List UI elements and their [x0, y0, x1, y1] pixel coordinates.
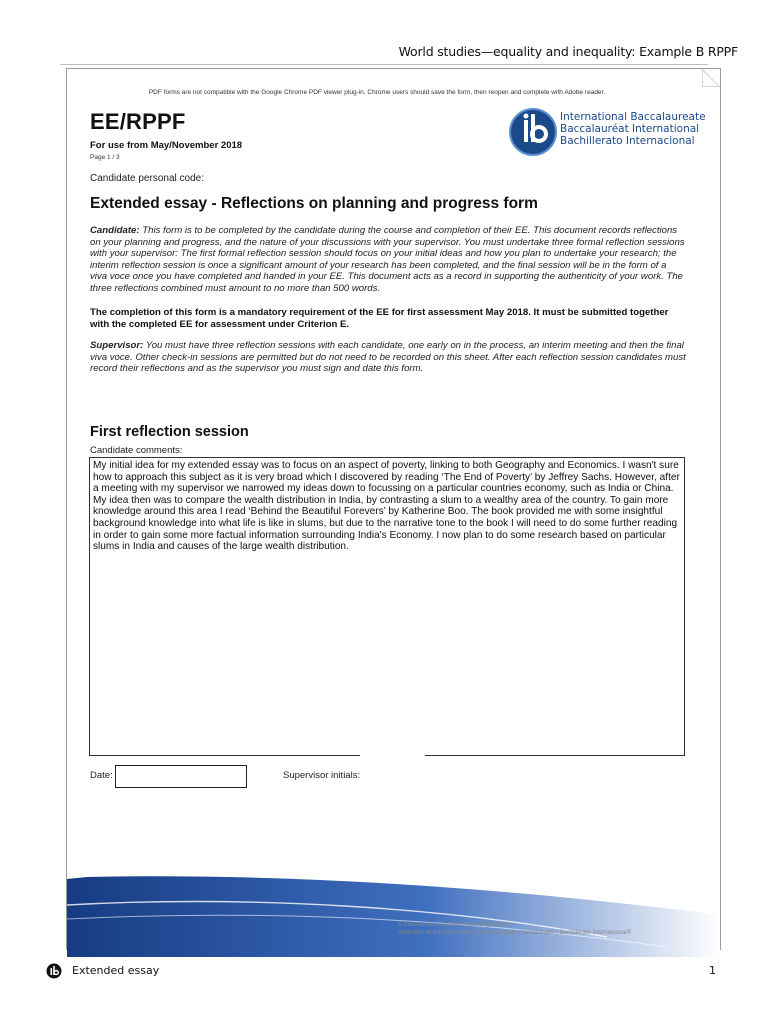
candidate-lead: Candidate:: [90, 225, 140, 236]
ib-swoosh-banner: [67, 875, 720, 957]
header-rule: [60, 64, 708, 65]
personal-code-label: Candidate personal code:: [90, 173, 204, 184]
candidate-comments-text: My initial idea for my extended essay was to focus on an aspect of poverty, linking to both Geography and Economics. I wasn't sure how to approach this subject as it is very broad which I discovered by reading ‘The End of Poverty’ by Jeffrey Sachs. However, after a meeting with my supervisor we narrowed my ideas down to focussing on a particular countries economy, such as India or China. My idea then was to compare the wealth distribution in India, by contrasting a slum to a wealthy area of the country. To gain more knowledge around this area I read ‘Behind the Beautiful Forevers’ by Katherine Boo. The book provided me with some insightful background knowledge into what life is like in slums, but due to the narrative tone to the book I will need to do some further reading in order to gain some more factual information surrounding India's Economy. I now plan to do some research based on particular slums in India and causes of the large wealth distribution.: [93, 460, 680, 553]
pdf-notice: PDF forms are not compatible with the Google Chrome PDF viewer plug-in. Chrome users should save the form, then reopen and complete with Adobe reader.: [148, 89, 606, 96]
comments-box-border: [89, 755, 360, 756]
candidate-text: This form is to be completed by the candidate during the course and completion of their EE. This document records reflections on your planning and progress, and the nature of your discussions with your supervisor. You must undertake three formal reflection sessions with your supervisor: The first formal reflection session should focus on your initial ideas and how you plan to undertake your research; the interim reflection session is once a significant amount of your research has been completed, and the final session will be in the form of a viva voce once you have completed and handed in your EE. This document acts as a record in supporting the authenticity of your work. The three reflections combined must amount to no more than 500 words.: [90, 225, 685, 294]
copyright-line: © International Baccalaureate Organization: [398, 922, 513, 928]
page-fold-corner: [702, 69, 720, 87]
form-page: [66, 68, 721, 950]
ib-logo-text: [560, 111, 706, 147]
comments-label: Candidate comments:: [90, 445, 183, 456]
form-title: Extended essay - Reflections on planning and progress form: [90, 195, 538, 212]
date-field[interactable]: [115, 765, 247, 788]
supervisor-initials-label: Supervisor initials:: [283, 770, 361, 781]
use-from: For use from May/November 2018: [90, 140, 243, 151]
running-head: World studies—equality and inequality: Example B RPPF: [398, 44, 738, 59]
copyright-line: International Baccalaureate® | Baccalauréat International® | Bachillerato Internacional®: [398, 930, 632, 936]
ib-footer-icon: [46, 963, 62, 979]
supervisor-text: You must have three reflection sessions with each candidate, one early on in the process, an interim meeting and then the final viva voce. Other check-in sessions are permitted but do not need to be recorded on this sheet. After each reflection session candidates must record their reflections and as the supervisor you must sign and date this form.: [90, 340, 686, 375]
candidate-comments-field[interactable]: [89, 457, 685, 756]
candidate-instructions: [90, 225, 686, 295]
footer-page-number: 1: [709, 964, 716, 977]
date-label: Date:: [90, 770, 113, 781]
supervisor-instructions: [90, 340, 686, 375]
logo-line-en: International Baccalaureate: [560, 111, 706, 123]
supervisor-lead: Supervisor:: [90, 340, 144, 351]
page-indicator: Page 1 / 3: [90, 154, 120, 161]
copyright: [398, 921, 631, 937]
footer-label: Extended essay: [72, 964, 160, 977]
first-reflection-title: First reflection session: [90, 424, 249, 440]
mandatory-notice: The completion of this form is a mandatory requirement of the EE for first assessment May 2018. It must be submitted together with the completed EE for assessment under Criterion E.: [90, 307, 669, 330]
logo-line-fr: Baccalauréat International: [560, 123, 700, 135]
form-code: EE/RPPF: [90, 109, 186, 134]
comments-box-border: [425, 755, 685, 756]
logo-line-es: Bachillerato Internacional: [560, 135, 695, 147]
